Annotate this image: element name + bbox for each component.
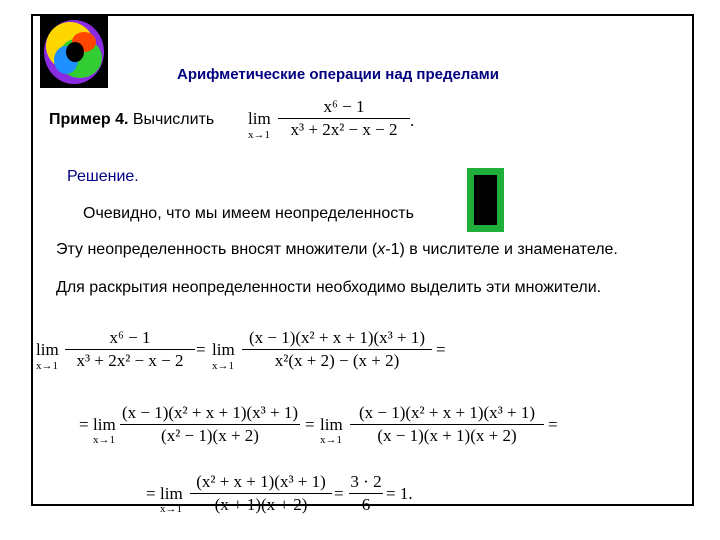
row2-eq-3: =	[548, 415, 558, 434]
row2-fraction-1: (x − 1)(x² + x + 1)(x³ + 1) (x² − 1)(x + 2)	[121, 403, 298, 445]
row2-eq-2: =	[305, 415, 315, 434]
line-factors: Эту неопределенность вносят множители (x-1) в числителе и знаменателе.	[56, 241, 618, 258]
row2-eq: =	[79, 415, 89, 434]
example-numerator: x⁶ − 1	[323, 97, 365, 116]
example-lim: lim	[248, 109, 271, 128]
row3-lim: lim	[160, 484, 183, 503]
example-period: .	[410, 111, 415, 130]
row1-lim-sub: x→1	[36, 360, 58, 372]
slide-title: Арифметические операции над пределами	[177, 66, 499, 83]
torus-logo-icon	[40, 16, 108, 88]
row2-lim-2: lim	[320, 415, 343, 434]
row3-result: = 1.	[386, 484, 413, 503]
row1-lim-sub-2: x→1	[212, 360, 234, 372]
row2-lim: lim	[93, 415, 116, 434]
row3-fraction-1: (x² + x + 1)(x³ + 1) (x + 1)(x + 2)	[190, 472, 332, 515]
row1-lim-2: lim	[212, 340, 235, 359]
solution-label: Решение.	[67, 168, 139, 185]
example-denominator: x³ + 2x² − x − 2	[290, 120, 398, 139]
example-line	[49, 111, 214, 129]
row3-eq-2: =	[334, 484, 344, 503]
example-instruction: Вычислить	[132, 111, 215, 128]
row1-lim: lim	[36, 340, 59, 359]
row3-lim-sub: x→1	[160, 503, 182, 515]
line-indeterminacy: Очевидно, что мы имеем неопределенность	[83, 205, 414, 222]
example-label: Пример 4.	[49, 111, 129, 128]
row1-eq: =	[196, 340, 206, 359]
row1-fraction-2: (x − 1)(x² + x + 1)(x³ + 1) x²(x + 2) − (x + 2)	[242, 328, 432, 371]
row2-lim-sub: x→1	[93, 434, 115, 446]
row1-fraction-1: x⁶ − 1 x³ + 2x² − x − 2	[65, 328, 195, 371]
line-extract: Для раскрытия неопределенности необходимо выделить эти множители.	[56, 279, 602, 296]
example-lim-sub: x→1	[248, 129, 270, 141]
row1-eq-2: =	[436, 340, 446, 359]
indeterminacy-box	[467, 168, 504, 232]
row3-fraction-2: 3 · 2 6	[350, 472, 382, 514]
example-fraction	[278, 97, 410, 140]
row2-fraction-2: (x − 1)(x² + x + 1)(x³ + 1) (x − 1)(x + 1)(x + 2)	[350, 403, 544, 446]
row2-lim-sub-2: x→1	[320, 434, 342, 446]
row3-eq: =	[146, 484, 156, 503]
